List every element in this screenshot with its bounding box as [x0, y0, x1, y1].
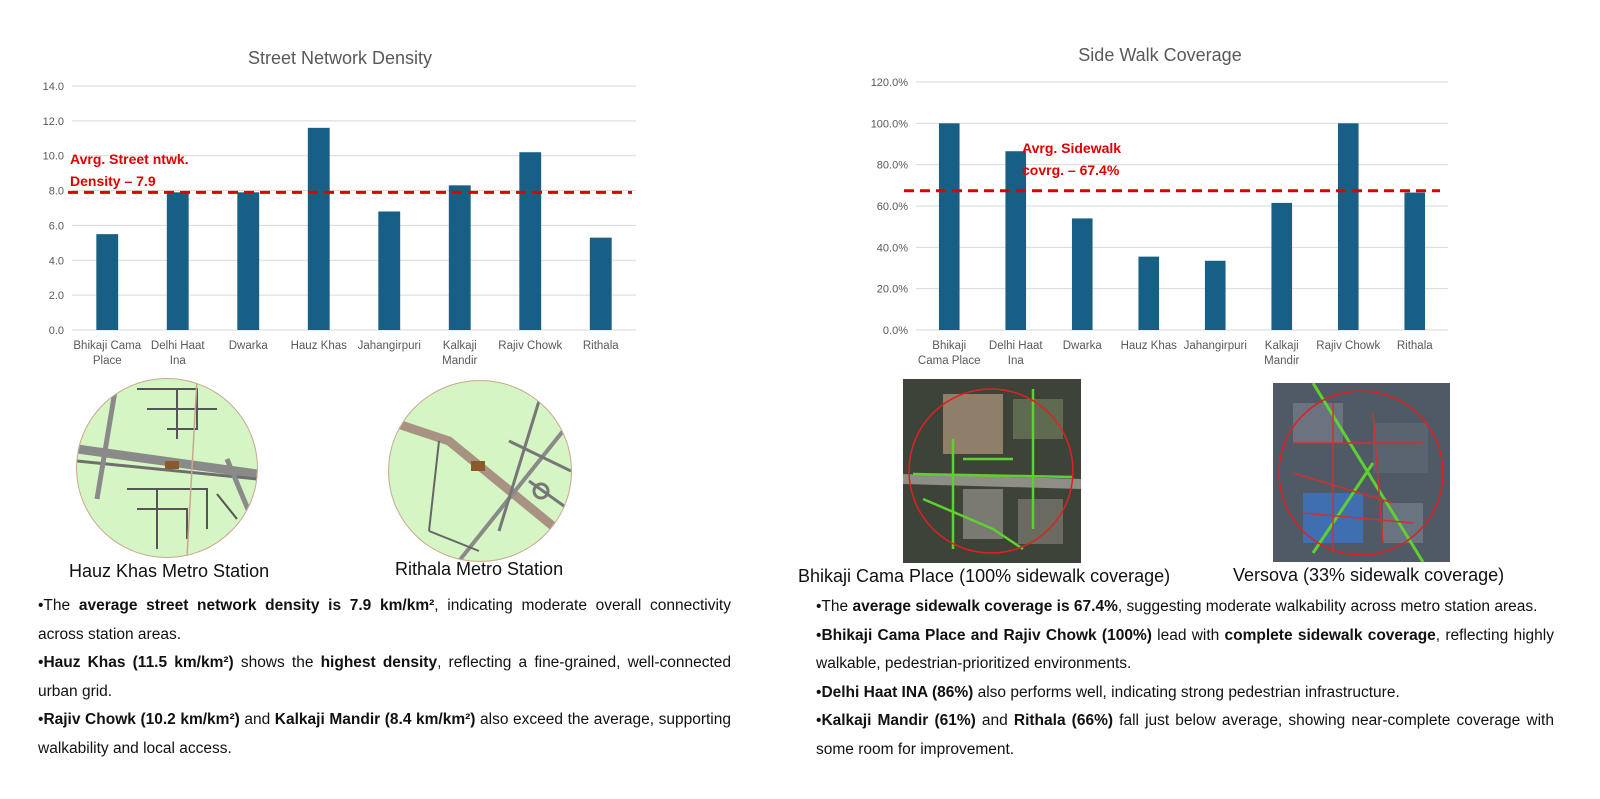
bar [519, 152, 541, 330]
text: • [38, 654, 44, 671]
bold-text: average sidewalk coverage is 67.4% [852, 598, 1118, 615]
x-tick-label: Mandir [1264, 355, 1300, 367]
x-tick-label: Jahangirpuri [1183, 340, 1247, 352]
y-tick-label: 120.0% [870, 77, 908, 89]
street-density-bullet [38, 592, 731, 649]
hauz-khas-map [76, 378, 258, 558]
street-map-graphic [389, 381, 571, 561]
x-tick-label: Mandir [442, 355, 478, 367]
street-density-findings [38, 592, 731, 763]
sidewalk-bullet [816, 593, 1554, 622]
x-tick-label: Hauz Khas [290, 340, 347, 352]
bar [167, 192, 189, 330]
aerial-overlay-graphic [903, 379, 1081, 563]
text: •The [816, 598, 853, 615]
text: lead with [1151, 626, 1225, 644]
chart-title-street-density: Street Network Density [247, 48, 433, 68]
bar [1404, 193, 1425, 330]
bold-text: Rithala (66%) [1013, 712, 1114, 729]
x-tick-label: Kalkaji [1264, 340, 1299, 352]
y-tick-label: 60.0% [876, 201, 908, 213]
x-tick-label: Rajiv Chowk [1316, 340, 1381, 352]
bar [237, 192, 259, 330]
x-tick-label: Rithala [1396, 340, 1433, 352]
versova-caption: Versova (33% sidewalk coverage) [1233, 565, 1505, 585]
bold-text: Kalkaji Mandir (8.4 km/km²) [274, 711, 476, 728]
sidewalk-bullet [816, 622, 1554, 679]
text: • [816, 626, 822, 644]
text: • [816, 683, 822, 701]
bar [590, 238, 612, 330]
text: also performs well, indicating strong pedestrian infrastructure. [973, 683, 1400, 701]
street-density-chart [0, 70, 660, 370]
avg-street-density-label: Avrg. Street ntwk. Density – 7.9 [70, 151, 189, 189]
x-tick-label: Ina [169, 355, 186, 367]
street-density-bullet [38, 706, 731, 763]
x-tick-label: Dwarka [228, 340, 268, 352]
aerial-overlay-graphic [1273, 383, 1450, 562]
street-map-graphic [77, 379, 257, 557]
bar [449, 185, 471, 330]
x-tick-label: Hauz Khas [1120, 340, 1177, 352]
text: , indicating moderate overall connectivity across station areas. [38, 597, 731, 643]
street-density-bullet [38, 649, 731, 706]
rithala-map [388, 380, 572, 562]
x-tick-label: Cama Place [917, 355, 981, 367]
versova-aerial-image [1273, 383, 1450, 562]
y-tick-label: 4.0 [48, 255, 64, 268]
text: , reflecting highly walkable, pedestrian-prioritized environments. [816, 626, 1554, 672]
bold-text: Hauz Khas (11.5 km/km²) [43, 654, 234, 671]
avg-sidewalk-label: Avrg. Sidewalk covrg. – 67.4% [1022, 140, 1122, 178]
sidewalk-coverage-findings [816, 593, 1554, 764]
text: • [816, 712, 822, 729]
x-tick-label: Jahangirpuri [357, 340, 421, 352]
bar [1138, 257, 1159, 330]
x-tick-label: Bhikaji [932, 340, 967, 352]
x-tick-label: Dwarka [1062, 340, 1102, 352]
y-tick-label: 12.0 [42, 115, 64, 128]
bar [1072, 218, 1093, 330]
text: •The [38, 597, 79, 614]
y-tick-label: 40.0% [876, 242, 908, 255]
sidewalk-coverage-chart [820, 70, 1480, 370]
text: • [38, 711, 44, 728]
y-tick-label: 100.0% [870, 118, 908, 131]
bar [378, 211, 400, 330]
text: and [975, 712, 1014, 729]
text: , suggesting moderate walkability across metro station areas. [1117, 598, 1538, 615]
bhikaji-caption: Bhikaji Cama Place (100% sidewalk coverage) [798, 566, 1171, 586]
bold-text: Delhi Haat INA (86%) [821, 683, 974, 701]
bold-text: highest density [320, 654, 438, 671]
bold-text: Kalkaji Mandir (61%) [821, 712, 976, 729]
y-tick-label: 10.0 [42, 150, 64, 163]
x-tick-label: Delhi Haat [988, 340, 1043, 352]
text: and [239, 711, 275, 728]
y-tick-label: 0.0% [882, 325, 908, 337]
bhikaji-aerial-image [903, 379, 1081, 563]
x-tick-label: Rithala [582, 340, 619, 352]
y-tick-label: 80.0% [876, 159, 908, 172]
sidewalk-bullet [816, 707, 1554, 764]
y-tick-label: 6.0 [48, 220, 64, 233]
bar [1205, 261, 1226, 330]
x-tick-label: Bhikaji Cama [73, 340, 142, 352]
bold-text: complete sidewalk coverage [1224, 626, 1436, 644]
text: fall just below average, showing near-complete coverage with some room for improvement. [816, 712, 1554, 758]
sidewalk-bullet [816, 679, 1554, 708]
y-tick-label: 0.0 [48, 325, 64, 337]
bar [939, 123, 960, 330]
text: , reflecting a fine-grained, well-connected urban grid. [38, 654, 732, 700]
y-tick-label: 2.0 [48, 290, 64, 303]
bold-text: average street network density is 7.9 km/km² [78, 597, 435, 614]
y-tick-label: 20.0% [876, 283, 908, 296]
hauz-khas-caption: Hauz Khas Metro Station [69, 561, 270, 581]
text: shows the [233, 654, 321, 671]
bar [308, 128, 330, 330]
bar [96, 234, 118, 330]
text: also exceed the average, supporting walkability and local access. [38, 711, 731, 757]
x-tick-label: Kalkaji [442, 340, 477, 352]
bar [1338, 123, 1359, 330]
x-tick-label: Place [92, 355, 122, 367]
bold-text: Rajiv Chowk (10.2 km/km²) [43, 711, 240, 728]
y-tick-label: 8.0 [48, 185, 64, 198]
x-tick-label: Ina [1007, 355, 1024, 367]
chart-title-sidewalk-coverage: Side Walk Coverage [1078, 45, 1242, 65]
y-tick-label: 14.0 [42, 81, 64, 93]
x-tick-label: Rajiv Chowk [498, 340, 563, 352]
rithala-caption: Rithala Metro Station [395, 559, 564, 579]
bold-text: Bhikaji Cama Place and Rajiv Chowk (100%) [821, 626, 1152, 644]
x-tick-label: Delhi Haat [150, 340, 205, 352]
bar [1271, 203, 1292, 330]
